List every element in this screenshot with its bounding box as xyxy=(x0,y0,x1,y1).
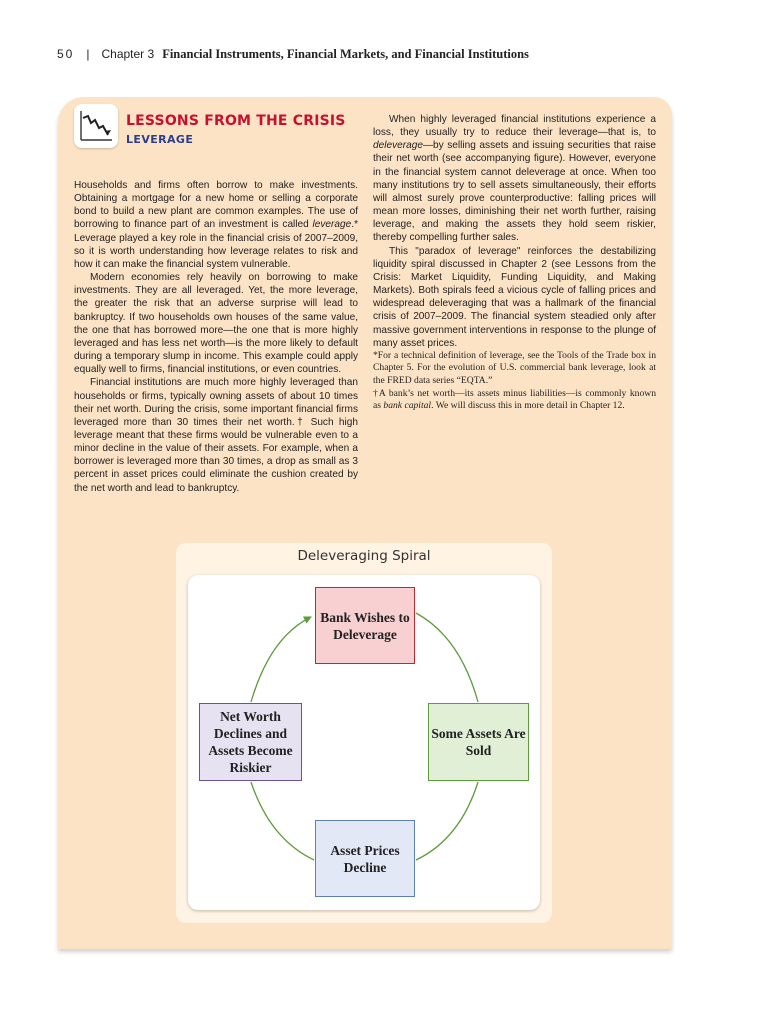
text-column-left xyxy=(74,179,358,495)
paragraph-4-emphasis: deleverage xyxy=(373,140,423,152)
node-net-worth-declines: Net Worth Declines and Assets Become Riskier xyxy=(199,703,302,781)
page-number: 50 xyxy=(57,47,75,61)
node-some-assets-are-sold: Some Assets Are Sold xyxy=(428,703,529,781)
node-asset-prices-decline: Asset Prices Decline xyxy=(315,820,415,897)
paragraph-5: This "paradox of leverage" reinforces the destabilizing liquidity spiral discussed in Chapter 2 (see Lessons from the Crisis: Market Liquidity, Funding Liquidity, and Making Markets). Both spirals feed a vicious cycle of falling prices and widespread deleveraging that was a hallmark of the financial crisis of 2007–2009. The financial system steadied only after massive government interventions in response to the plunge of many asset prices. xyxy=(373,245,656,349)
paragraph-3: Financial institutions are much more highly leveraged than households or firms, typically owning assets of about 10 times their net worth. During the crisis, some important financial firms leveraged more than 30 times their net worth.† Such high leverage meant that these firms would be vulnerable even to a minor decline in the value of their assets. For example, when a borrower is leveraged more than 30 times, a drop as small as 3 percent in asset prices could eliminate the cushion created by the net worth and lead to bankruptcy. xyxy=(74,377,358,494)
paragraph-1-emphasis: leverage xyxy=(312,219,352,231)
running-head xyxy=(57,47,717,62)
paragraph-4 xyxy=(373,113,656,245)
running-head-separator: | xyxy=(86,47,90,61)
arrow-networth-to-bank xyxy=(251,617,311,702)
falling-chart-icon xyxy=(74,104,118,148)
footnote-2-emphasis: bank capital xyxy=(383,400,432,412)
arrow-sold-to-prices xyxy=(416,782,478,860)
footnote-1: *For a technical definition of leverage, see the Tools of the Trade box in Chapter 5. For the evolution of U.S. commercial bank leverage, look at the FRED data series “EQTA.” xyxy=(373,349,656,386)
paragraph-4-text-b: —by selling assets and issuing securities that raise their net worth (see accompanying figure). However, everyone in the financial system cannot deleverage at once. When too many institutions try to sell assets simultaneously, their efforts will almost surely prove counterproductive: falling prices will mean more losses, diminishing their net worth further, raising leverage, and making the assets they hold seem riskier, thereby compelling further sales. xyxy=(373,140,656,244)
footnote-2-text-a: †A bank’s net worth—its assets minus liabilities—is commonly known as xyxy=(373,387,656,412)
lessons-box xyxy=(58,97,672,949)
chapter-label: Chapter 3 xyxy=(101,47,155,61)
paragraph-1-text-a: Households and firms often borrow to make investments. Obtaining a mortgage for a new home or selling a corporate bond to build a new plant are common examples. The use of borrowing to finance part of an investment is called xyxy=(74,180,358,231)
node-bank-wishes-to-deleverage: Bank Wishes to Deleverage xyxy=(315,587,415,664)
paragraph-1 xyxy=(74,179,358,271)
box-heading: LESSONS FROM THE CRISIS xyxy=(126,113,346,129)
text-column-right xyxy=(373,113,656,413)
box-subheading: LEVERAGE xyxy=(126,133,194,146)
paragraph-1-text-b: .* Leverage played a key role in the financial crisis of 2007–2009, so it is worth understanding how leverage relates to risk and how it can make the financial system vulnerable. xyxy=(74,219,358,270)
arrow-bank-to-sold xyxy=(416,613,478,702)
footnote-2 xyxy=(373,388,656,413)
figure-panel xyxy=(188,575,540,910)
paragraph-2: Modern economies rely heavily on borrowing to make investments. They are all leveraged. Yet, the more leverage, the greater the risk that an adverse surprise will lead to bankruptcy. If two households own houses of the same value, the one that has borrowed more—the one that is more highly leveraged and has less net worth—is the more likely to default during a temporary slump in income. This example could apply equally well to firms, financial institutions, or even countries. xyxy=(74,272,358,376)
deleveraging-figure xyxy=(176,543,552,923)
chapter-title: Financial Instruments, Financial Markets, and Financial Institutions xyxy=(162,47,529,61)
paragraph-4-text-a: When highly leveraged financial institutions experience a loss, they usually try to reduce their leverage—that is, to xyxy=(373,114,656,139)
figure-title: Deleveraging Spiral xyxy=(297,548,431,564)
arrow-prices-to-networth xyxy=(251,782,314,860)
footnote-2-text-b: . We will discuss this in more detail in Chapter 12. xyxy=(431,400,625,412)
